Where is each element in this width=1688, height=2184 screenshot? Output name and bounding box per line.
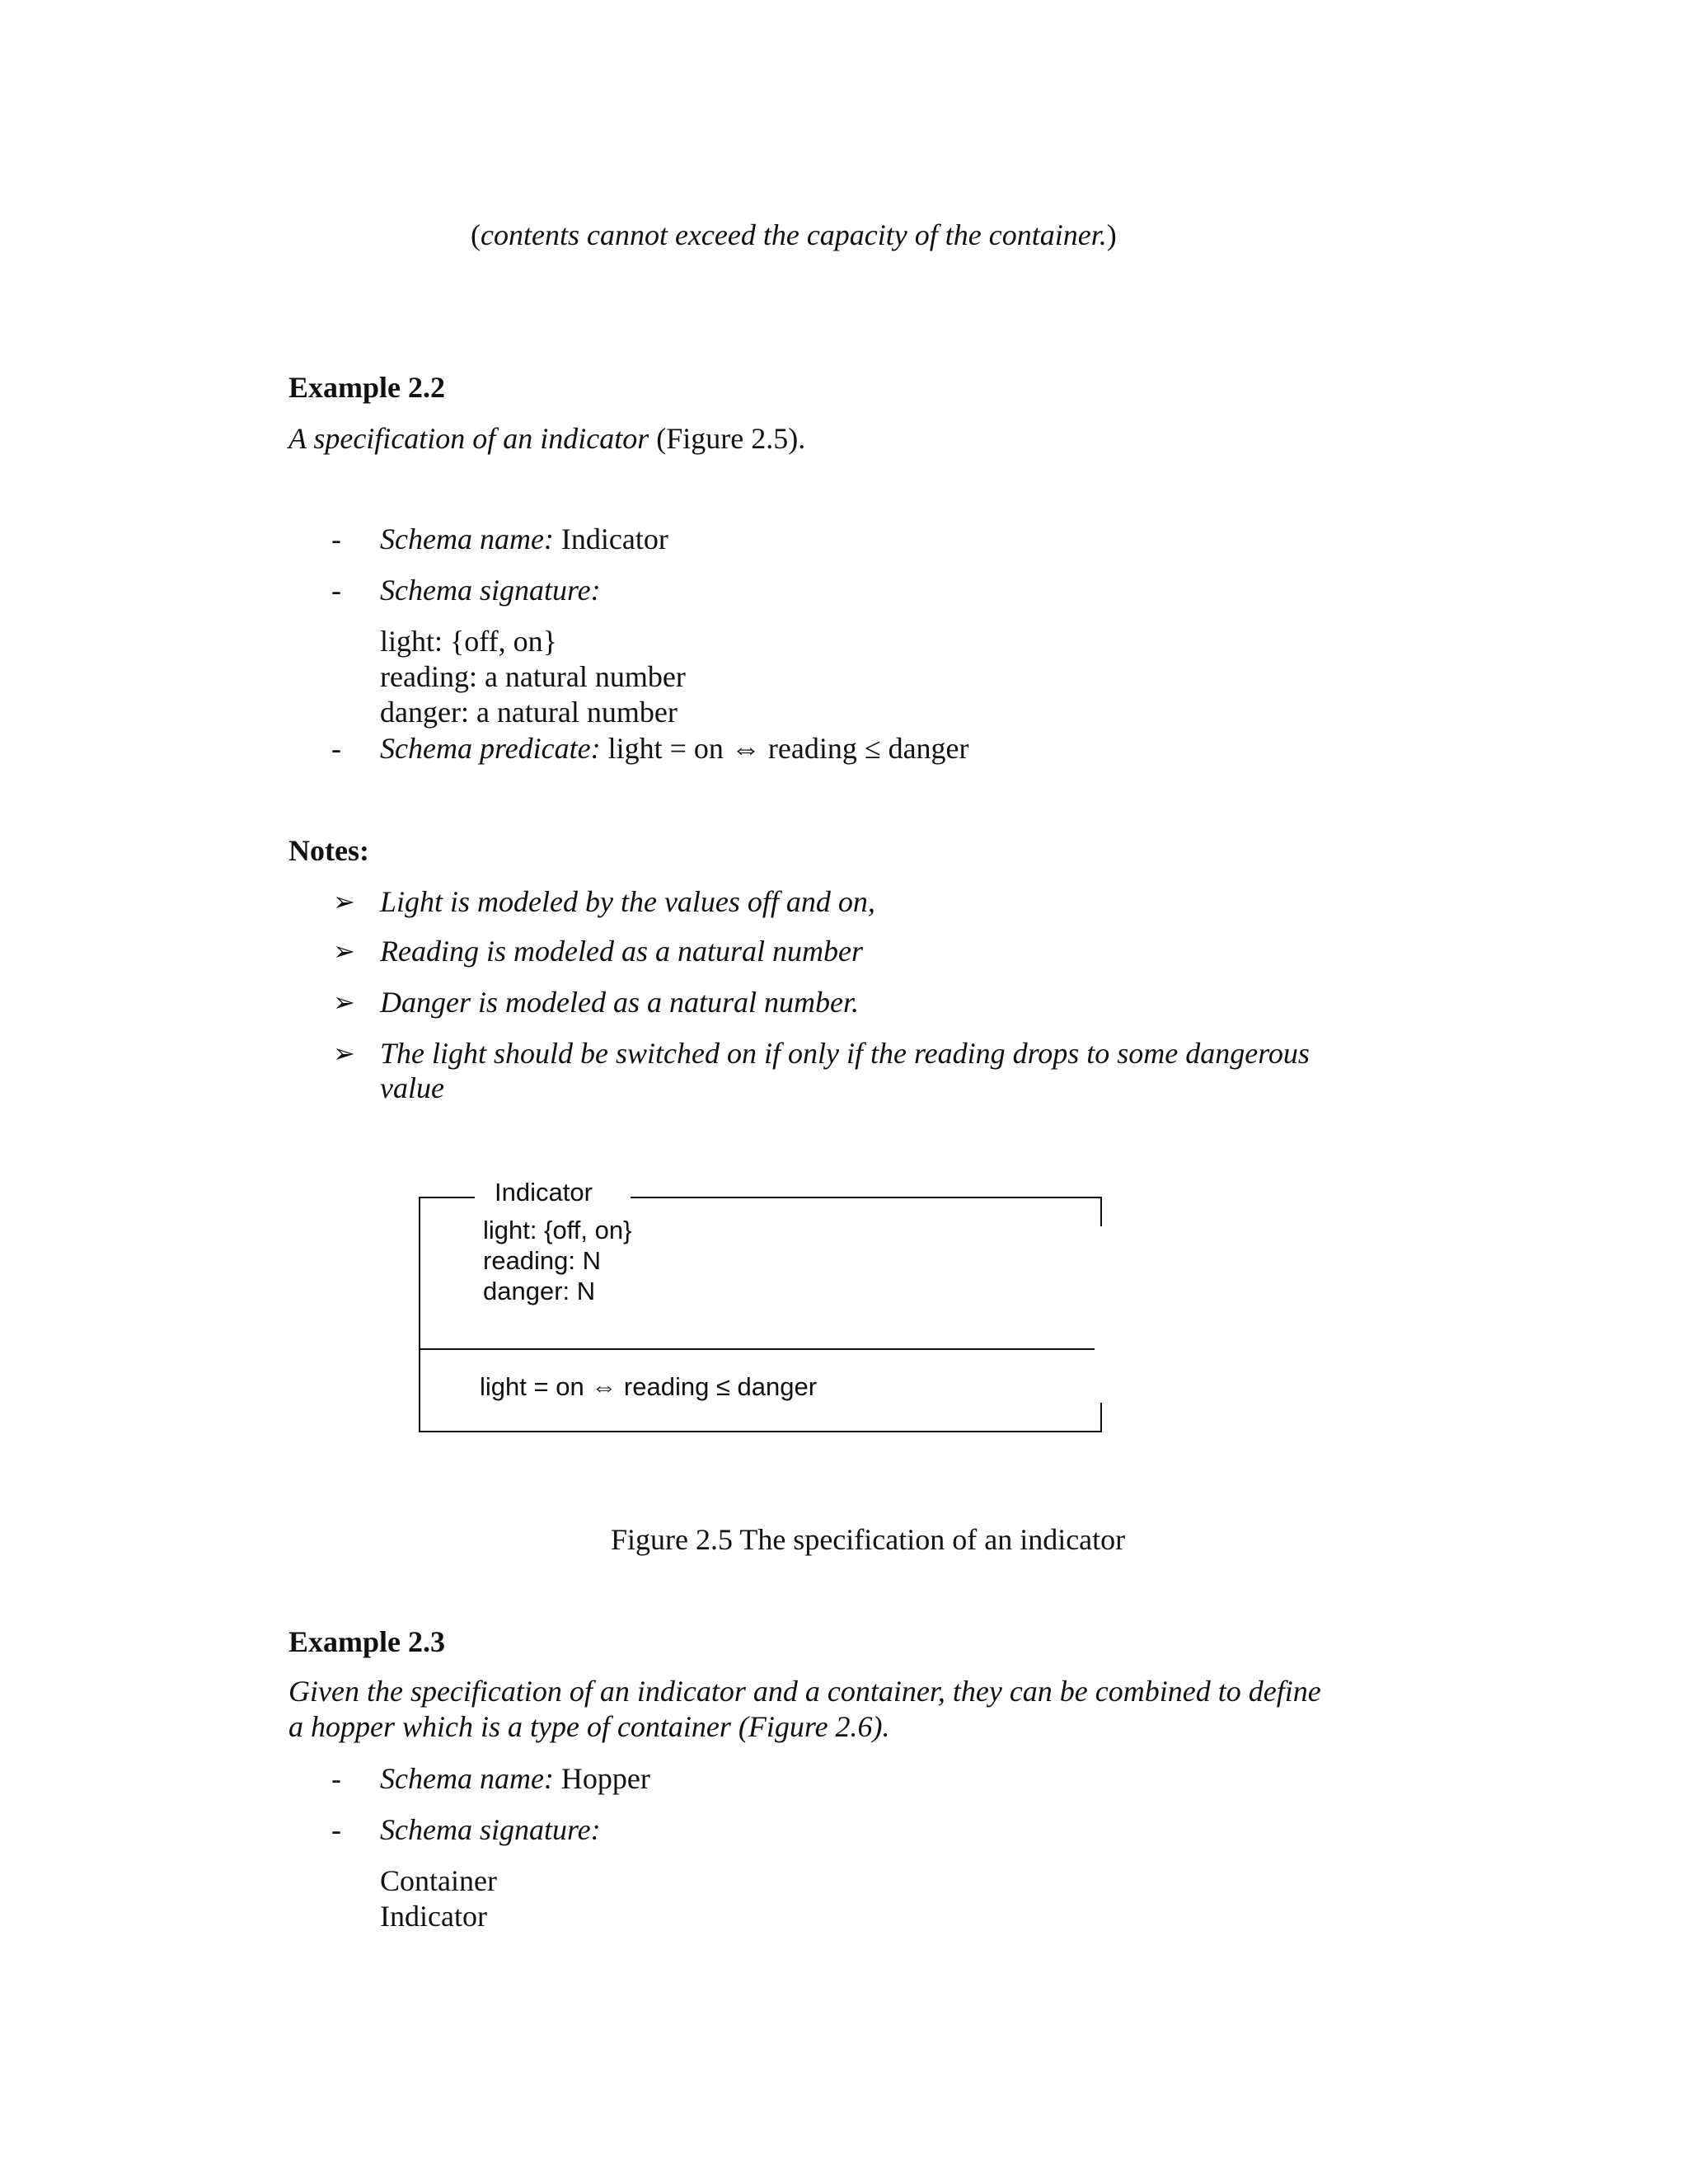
hopper-schema-signature-line [380,1811,601,1848]
arrow-bullet-icon: ➢ [333,1038,355,1069]
note-item: Light is modeled by the values off and on, [380,885,875,918]
bullet-dash: - [331,574,341,607]
hopper-schema-signature-label: Schema signature: [380,1813,601,1846]
schema-signature-line [380,572,601,608]
example-2-2-heading: Example 2.2 [288,371,446,404]
schema-name-label: Schema name: [380,523,554,555]
note-item: The light should be switched on if only if the reading drops to some dangerous [380,1037,1310,1070]
arrow-bullet-icon: ➢ [333,935,355,967]
note-item: Reading is modeled as a natural number [380,935,863,968]
schema-box-declaration: reading: N [483,1246,602,1275]
schema-box-name: Indicator [490,1177,598,1207]
hopper-schema-name-line [380,1760,650,1797]
schema-box-top-border-right [631,1197,1102,1198]
bullet-dash: - [331,732,341,765]
hopper-signature-line: Container [380,1864,497,1897]
schema-box-divider [419,1348,1095,1350]
schema-box-bottom-border [419,1431,1102,1432]
schema-box-declaration: danger: N [483,1277,596,1305]
schema-box-right-tick-top [1100,1197,1102,1226]
signature-line: danger: a natural number [380,696,678,729]
example-2-2-intro [288,420,805,457]
notes-heading: Notes: [288,834,369,867]
example-2-3-heading: Example 2.3 [288,1625,446,1658]
example-2-2-intro-italic: A specification of an indicator [288,422,649,455]
signature-line: light: {off, on} [380,625,557,658]
note-item-continuation: value [380,1071,444,1104]
arrow-bullet-icon: ➢ [333,886,355,917]
schema-box-right-tick-bottom [1100,1403,1102,1432]
bullet-dash: - [331,1813,341,1846]
schema-name-line [380,521,668,557]
hopper-schema-name-value: Hopper [553,1762,650,1795]
schema-predicate-label: Schema predicate: [380,732,601,765]
figure-caption: Figure 2.5 The specification of an indicator [611,1523,1126,1556]
arrow-bullet-icon: ➢ [333,987,355,1018]
top-note-close: ) [1106,218,1117,251]
example-2-2-intro-plain: (Figure 2.5). [649,422,806,455]
example-2-3-intro-line: a hopper which is a type of container (Figure 2.6). [288,1710,890,1743]
example-2-3-intro-line: Given the specification of an indicator and a container, they can be combined to define [288,1675,1321,1708]
schema-signature-label: Schema signature: [380,574,601,607]
signature-line: reading: a natural number [380,660,686,693]
top-note-text: contents cannot exceed the capacity of the container. [481,218,1107,251]
top-note-open: ( [471,218,481,251]
note-item: Danger is modeled as a natural number. [380,986,859,1019]
schema-box-declaration: light: {off, on} [483,1216,632,1244]
top-note [471,217,1117,253]
schema-predicate-line [380,730,969,766]
hopper-schema-name-label: Schema name: [380,1762,554,1795]
bullet-dash: - [331,523,341,555]
schema-box-predicate: light = on ⇔ reading ≤ danger [480,1372,818,1401]
schema-predicate-value: light = on ⇔ reading ≤ danger [600,732,969,765]
schema-box-top-border-left [419,1197,475,1198]
schema-box-left-border [419,1197,420,1432]
bullet-dash: - [331,1762,341,1795]
hopper-signature-line: Indicator [380,1900,487,1933]
schema-name-value: Indicator [553,523,668,555]
